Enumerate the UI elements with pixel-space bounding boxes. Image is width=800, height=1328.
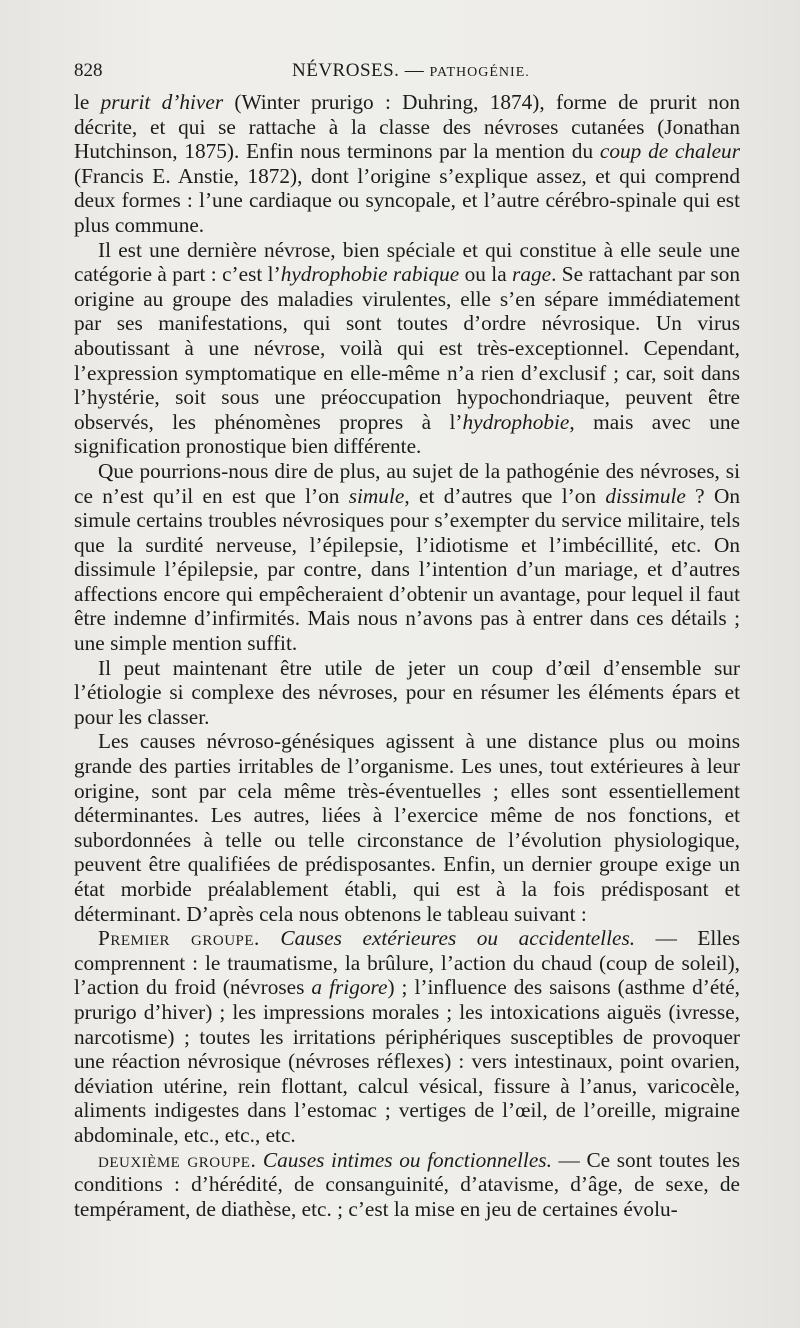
- paragraph-simulation: Que pourrions-nous dire de plus, au sujet de la pathogénie des névroses, si ce n’est qu’il en est que l’on simule, et d’autres que l’on dissimule ? On simule certains troubles névrosiques pour s’exempter du service militaire, tels que la surdité nerveuse, l’épilepsie, l’idiotisme et l’imbécillité, etc. On dissimule l’épilepsie, par contre, dans l’intention d’un mariage, et d’autres affections encore qui empêcheraient d’obtenir un avantage, pour lequel il faut être indemne d’infirmités. Mais nous n’avons pas à entrer dans ces détails ; une simple mention suffit.: [74, 458, 741, 656]
- running-title: NÉVROSES. — PATHOGÉNIE.: [292, 60, 530, 81]
- page-number: 828: [74, 60, 103, 81]
- paragraph-deuxieme-groupe: deuxième groupe. Causes intimes ou fonctionnelles. — Ce sont toutes les conditions : d’hérédité, de consanguinité, d’atavisme, d’âge, de sexe, de tempérament, de diathèse, etc. ; c’est la mise en jeu de certaines évolu-: [74, 1147, 740, 1221]
- paragraph-premier-groupe: Premier groupe. Causes extérieures ou accidentelles. — Elles comprennent : le traumatisme, la brûlure, l’action du chaud (coup de soleil), l’action du froid (névroses a frigore) ; l’influence des saisons (asthme d’été, prurigo d’hiver) ; les impressions morales ; les intoxications aiguës (ivresse, narcotisme) ; toutes les irritations périphériques susceptibles de provoquer une réaction névrosique (névroses réflexes) : vers intestinaux, point ovarien, déviation utérine, rein flottant, calcul vésical, fissure à l’anus, varicocèle, aliments indigestes dans l’estomac ; vertiges de l’œil, de l’oreille, migraine abdominale, etc., etc., etc.: [74, 926, 741, 1147]
- running-header: [74, 60, 744, 88]
- paragraph-prurit: le prurit d’hiver (Winter prurigo : Duhring, 1874), forme de prurit non décrite, et qui se rattache à la classe des névroses cutanées (Jonathan Hutchinson, 1875). Enfin nous terminons par la mention du coup de chaleur (Francis E. Anstie, 1872), dont l’origine s’explique assez, et qui comprend deux formes : l’une cardiaque ou syncopale, et l’autre cérébro-spinale qui est plus commune.: [74, 90, 740, 237]
- paragraph-causes: Les causes névroso-génésiques agissent à une distance plus ou moins grande des parties irritables de l’organisme. Les unes, tout extérieures à leur origine, sont par cela même très-éventuelles ; elles sont essentiellement déterminantes. Les autres, liées à l’exercice même de nos fonctions, et subordonnées à telle ou telle circonstance de l’évolution physiologique, peuvent être qualifiées de prédisposantes. Enfin, un dernier groupe exige un état morbide préalablement établi, qui est à la fois prédisposant et déterminant. D’après cela nous obtenons le tableau suivant :: [74, 729, 740, 926]
- body-text: [74, 90, 740, 1221]
- paragraph-hydrophobie: Il est une dernière névrose, bien spéciale et qui constitue à elle seule une catégorie à part : c’est l’hydrophobie rabique ou la rage. Se rattachant par son origine au groupe des maladies virulentes, elle s’en sépare immédiatement par ses manifestations, qui sont toutes d’ordre névrosique. Un virus aboutissant à une névrose, voilà qui est très-exceptionnel. Cependant, l’expression symptomatique en elle-même n’a rien d’exclusif ; car, soit dans l’hystérie, soit sous une préoccupation hypochondriaque, peuvent être observés, les phénomènes propres à l’hydrophobie, mais avec une signification pronostique bien différente.: [74, 237, 741, 459]
- paragraph-etiologie: Il peut maintenant être utile de jeter un coup d’œil d’ensemble sur l’étiologie si complexe des névroses, pour en résumer les éléments épars et pour les classer.: [74, 655, 740, 729]
